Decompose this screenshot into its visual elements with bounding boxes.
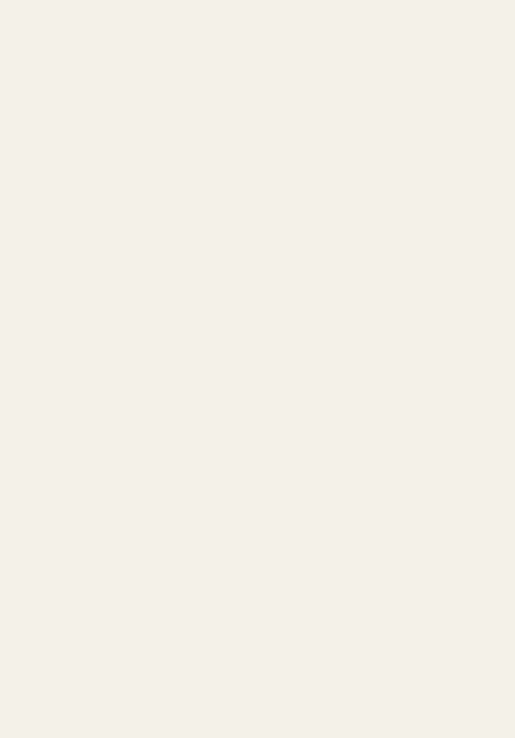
upper-text-block xyxy=(20,40,495,340)
lower-text-block xyxy=(20,380,495,690)
